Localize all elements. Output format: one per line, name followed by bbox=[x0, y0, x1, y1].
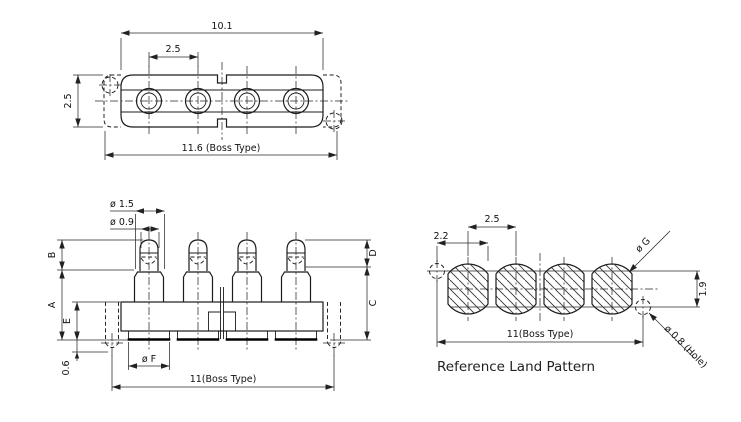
dim-text-boss-type-span: 11(Boss Type) bbox=[506, 329, 574, 340]
dim-text-hole-pitch: 2.5 bbox=[165, 44, 181, 55]
dim-text-overall-width: 10.1 bbox=[211, 21, 233, 32]
dim-text-d: D bbox=[368, 249, 379, 257]
dim-text-plunger-diameter: ø 0.9 bbox=[110, 217, 134, 228]
dim-text-e: E bbox=[62, 317, 73, 325]
land-pattern-title: Reference Land Pattern bbox=[437, 359, 596, 375]
dim-text-foot-diameter: ø F bbox=[141, 354, 157, 365]
dim-text-boss-type-width: 11.6 (Boss Type) bbox=[181, 143, 261, 154]
dim-text-b: B bbox=[47, 251, 58, 259]
dim-text-boss-type-span: 11(Boss Type) bbox=[189, 374, 257, 385]
dim-text-a: A bbox=[47, 301, 58, 309]
dim-text-c: C bbox=[368, 299, 379, 307]
dim-text-boss-to-land: 2.2 bbox=[433, 231, 449, 242]
dim-text-barrel-diameter: ø 1.5 bbox=[110, 199, 134, 210]
dim-text-boss-vertical-offset: 1.9 bbox=[698, 281, 709, 297]
dim-text-land-pitch: 2.5 bbox=[484, 214, 500, 225]
dim-text-body-height: 2.5 bbox=[63, 93, 74, 109]
dim-text-boss-protrusion: 0.6 bbox=[61, 360, 72, 376]
dim-text-boss-hole-diameter: ø 0.8 (Hole) bbox=[661, 323, 710, 371]
dim-text-land-diameter: ø G bbox=[633, 235, 653, 255]
